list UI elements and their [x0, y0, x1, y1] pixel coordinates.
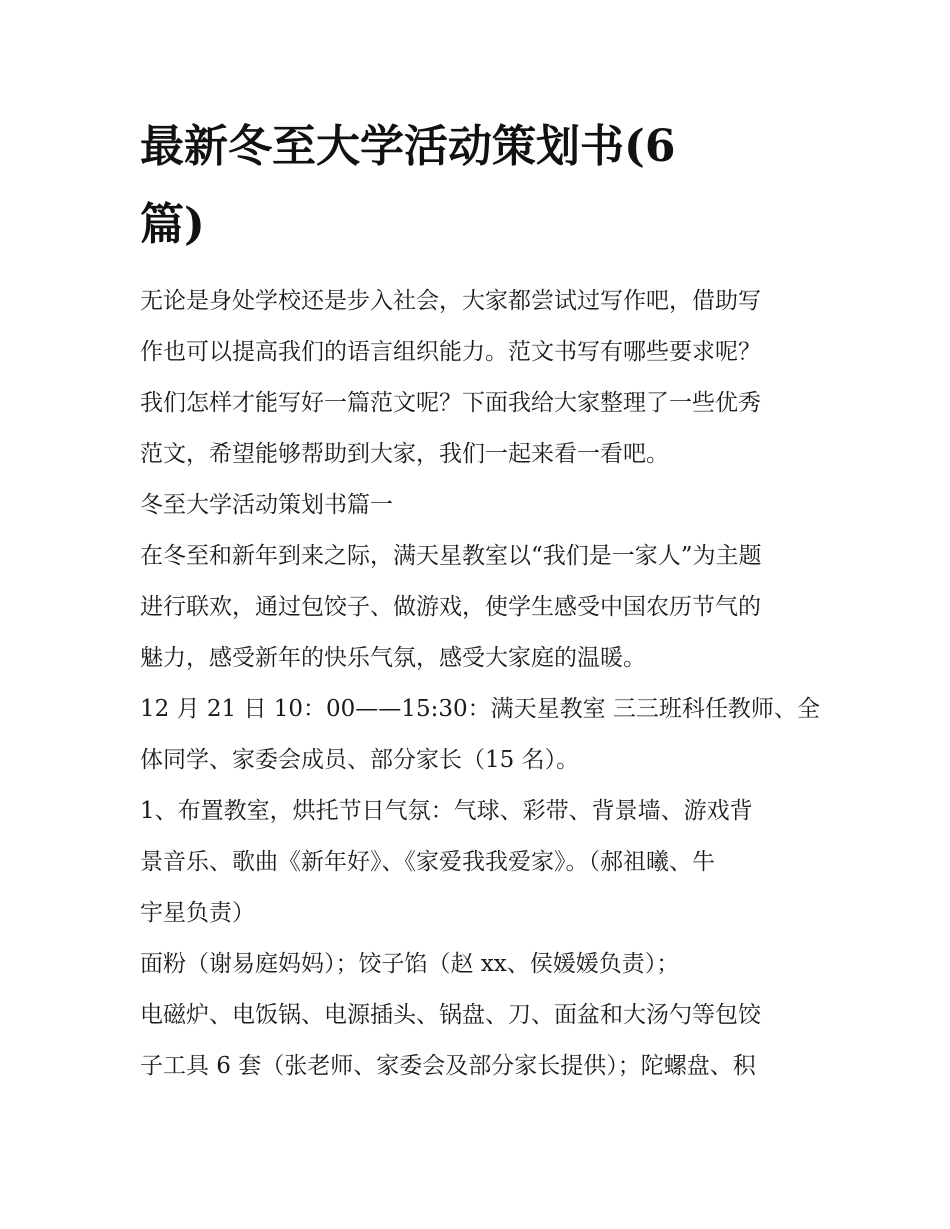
text-line: 在冬至和新年到来之际，满天星教室以“我们是一家人”为主题 [140, 543, 762, 569]
text-line: 作也可以提高我们的语言组织能力。范文书写有哪些要求呢？ [140, 339, 761, 365]
section-heading [140, 480, 820, 531]
text-line: 范文，希望能够帮助到大家，我们一起来看一看吧。 [140, 441, 669, 467]
text-line: 景音乐、歌曲《新年好》、《家爱我我爱家》。（郝祖曦、牛 [140, 849, 715, 875]
text-line: 电磁炉、电饭锅、电源插头、锅盘、刀、面盆和大汤勺等包饺 [140, 1002, 761, 1028]
purpose-paragraph [140, 531, 820, 684]
text-line: 子工具 6 套（张老师、家委会及部分家长提供）；陀螺盘、积 [140, 1053, 756, 1079]
text-line: 12 月 21 日 10：00——15:30：满天星教室 三三班科任教师、全 [140, 696, 820, 722]
title-line: 篇) [140, 199, 205, 250]
text-line: 无论是身处学校还是步入社会，大家都尝试过写作吧，借助写 [140, 288, 761, 314]
text-line: 体同学、家委会成员、部分家长（15 名）。 [140, 747, 580, 773]
intro-paragraph [140, 276, 820, 480]
document-body [140, 276, 820, 1092]
document-title [140, 108, 780, 264]
text-line: 冬至大学活动策划书篇一 [140, 492, 393, 518]
text-line: 我们怎样才能写好一篇范文呢？下面我给大家整理了一些优秀 [140, 390, 761, 416]
tools-paragraph [140, 990, 820, 1092]
text-line: 1、布置教室，烘托节日气氛：气球、彩带、背景墙、游戏背 [140, 798, 753, 824]
schedule-paragraph [140, 684, 820, 786]
ingredients-paragraph [140, 939, 820, 990]
text-line: 面粉（谢易庭妈妈）；饺子馅（赵 xx、侯媛媛负责）； [140, 951, 680, 977]
preparation-paragraph [140, 786, 820, 939]
title-line: 最新冬至大学活动策划书(6 [140, 121, 676, 172]
text-line: 进行联欢，通过包饺子、做游戏，使学生感受中国农历节气的 [140, 594, 761, 620]
text-line: 宇星负责） [140, 900, 255, 926]
text-line: 魅力，感受新年的快乐气氛，感受大家庭的温暖。 [140, 645, 646, 671]
